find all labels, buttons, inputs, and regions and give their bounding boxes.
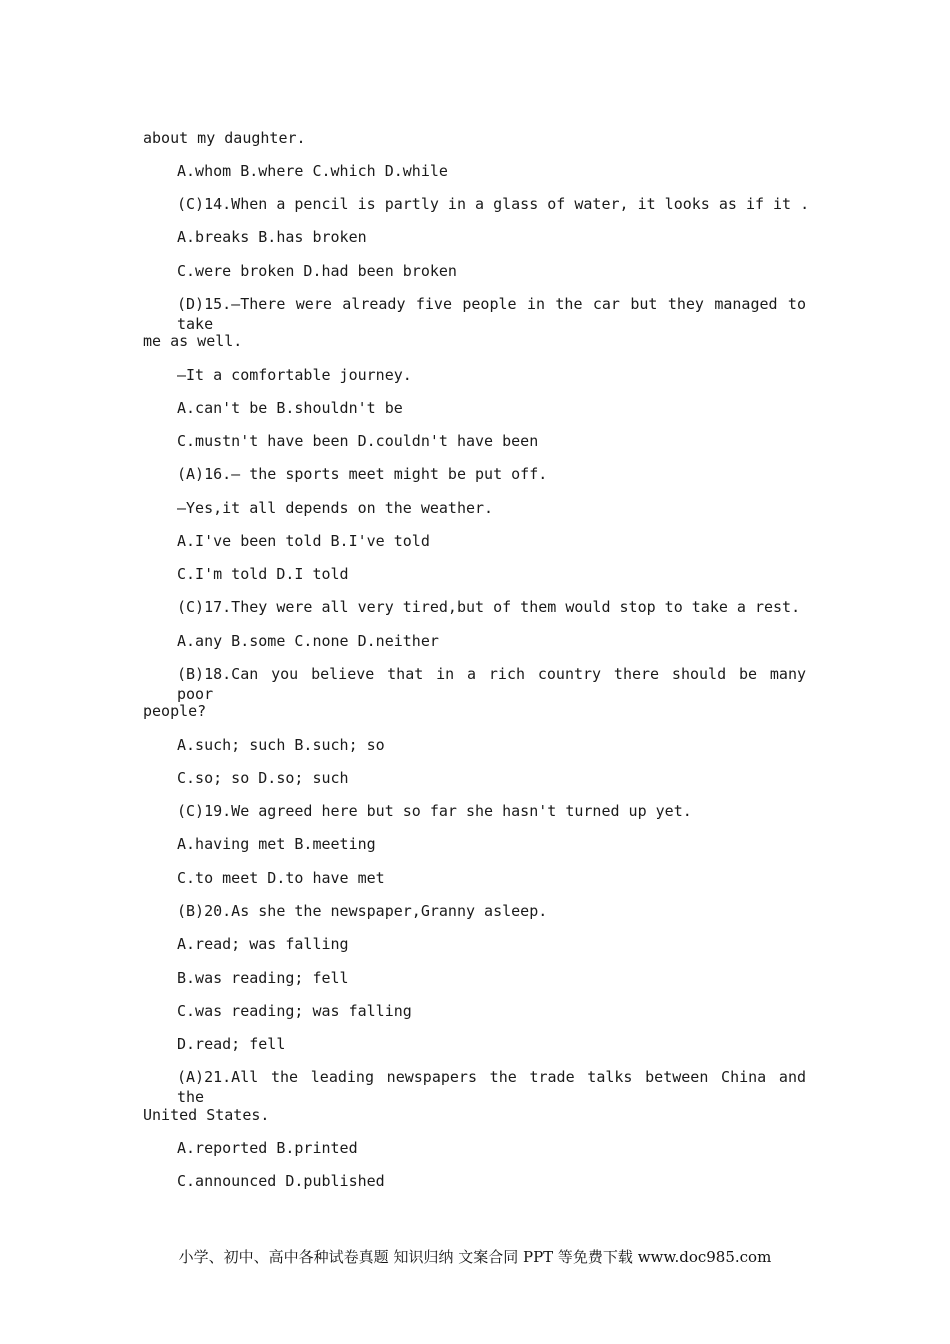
option-line: A.breaks B.has broken [177,228,367,246]
option-line: C.were broken D.had been broken [177,262,457,280]
question-18: (B)18.Can you believe that in a rich country there should be many poor [177,665,806,703]
option-line: A.having met B.meeting [177,835,376,853]
option-line: A.can't be B.shouldn't be [177,399,403,417]
question-19: (C)19.We agreed here but so far she hasn't turned up yet. [177,802,692,820]
option-line: C.was reading; was falling [177,1002,412,1020]
text-line: United States. [143,1106,270,1124]
question-17: (C)17.They were all very tired,but of them would stop to take a rest. [177,598,801,616]
text-line: about my daughter. [143,129,306,147]
question-20: (B)20.As she the newspaper,Granny asleep. [177,902,548,920]
option-line: B.was reading; fell [177,969,349,987]
page-footer: 小学、初中、高中各种试卷真题 知识归纳 文案合同 PPT 等免费下载 www.doc985.com [178,1248,772,1266]
option-line: A.read; was falling [177,935,349,953]
option-line: C.mustn't have been D.couldn't have been [177,432,539,450]
question-16: (A)16.— the sports meet might be put off. [177,465,548,483]
option-line: D.read; fell [177,1035,286,1053]
dialogue-line: —It a comfortable journey. [177,366,412,384]
option-line: C.I'm told D.I told [177,565,349,583]
option-line: A.I've been told B.I've told [177,532,430,550]
option-line: A.whom B.where C.which D.while [177,162,448,180]
text-line: me as well. [143,332,243,350]
option-line: A.such; such B.such; so [177,736,385,754]
dialogue-line: —Yes,it all depends on the weather. [177,499,494,517]
question-15: (D)15.—There were already five people in the car but they managed to take [177,295,806,333]
question-14: (C)14.When a pencil is partly in a glass of water, it looks as if it . [177,195,810,213]
option-line: A.reported B.printed [177,1139,358,1157]
text-line: people? [143,702,207,720]
question-21: (A)21.All the leading newspapers the trade talks between China and the [177,1068,806,1106]
option-line: C.announced D.published [177,1172,385,1190]
option-line: C.to meet D.to have met [177,869,385,887]
option-line: C.so; so D.so; such [177,769,349,787]
option-line: A.any B.some C.none D.neither [177,632,439,650]
